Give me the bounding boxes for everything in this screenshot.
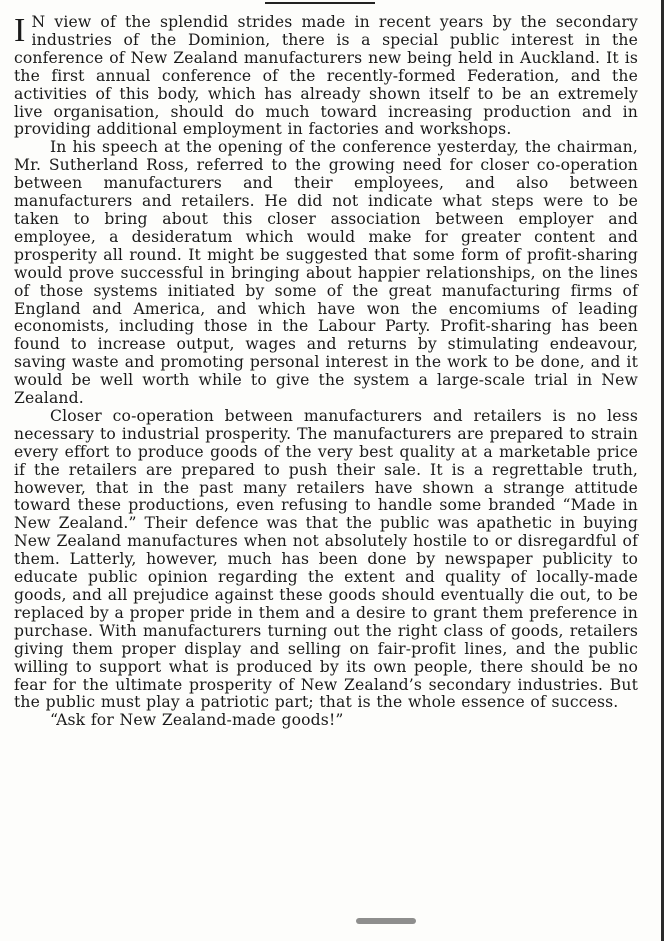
paragraph-1 xyxy=(14,14,638,139)
scan-smudge xyxy=(356,918,416,924)
top-rule xyxy=(265,2,375,4)
paragraph-2: In his speech at the opening of the conference yesterday, the chairman, Mr. Sutherland Ross, referred to the growing need for closer co-operation between manufacturers and their employees, and also between manufacturers and retailers. He did not indicate what steps were to be taken to bring about this closer association between employer and employee, a desideratum which would make for greater content and prosperity all round. It might be suggested that some form of profit-sharing would prove successful in bringing about happier relationships, on the lines of those systems initiated by some of the great manufacturing firms of England and America, and which have won the encomiums of leading economists, including those in the Labour Party. Profit-sharing has been found to increase output, wages and returns by stimulating endeavour, saving waste and promoting personal interest in the work to be done, and it would be well worth while to give the system a large-scale trial in New Zealand. xyxy=(14,138,638,408)
paragraph-3: Closer co-operation between manufacturers and retailers is no less necessary to industrial prosperity. The manufacturers are prepared to strain every effort to produce goods of the very best quality at a marketable price if the retailers are prepared to push their sale. It is a regrettable truth, however, that in the past many retailers have shown a strange attitude toward these productions, even refusing to handle some branded “Made in New Zealand.” Their defence was that the public was apathetic in buying New Zealand manufactures when not absolutely hostile to or disregardful of them. Latterly, however, much has been done by newspaper publicity to educate public opinion regarding the extent and quality of locally-made goods, and all prejudice against these goods should eventually die out, to be replaced by a proper pride in them and a desire to grant them preference in purchase. With manufacturers turning out the right class of goods, retailers giving them proper display and selling on fair-profit lines, and the public willing to support what is produced by its own people, there should be no fear for the ultimate prosperity of New Zealand’s secondary industries. But the public must play a patriotic part; that is the whole essence of success. xyxy=(14,406,638,712)
paragraph-1-text: N view of the splendid strides made in recent years by the secondary industries of the Dominion, there is a special public interest in the conference of New Zealand manufacturers new being held in Auckland. It is the first annual conference of the recently-formed Federation, and the activities of this body, which has already shown itself to be an extremely live organisation, should do much toward increasing production and in providing additional employment in factories and workshops. xyxy=(14,13,638,139)
drop-cap: I xyxy=(14,12,26,49)
editorial-article xyxy=(14,14,638,730)
closing-slogan: “Ask for New Zealand-made goods!” xyxy=(50,711,344,730)
